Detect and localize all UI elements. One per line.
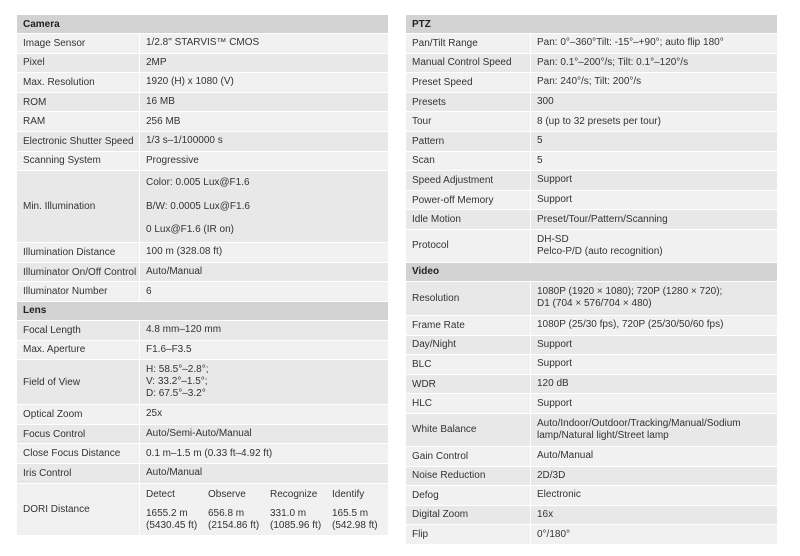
spec-value-line: Support [537, 358, 573, 370]
dori-column-observe [202, 484, 264, 535]
spec-value [139, 425, 388, 444]
spec-value [139, 464, 388, 483]
spec-value-line: Auto/Manual [537, 450, 594, 462]
spec-label: Close Focus Distance [23, 448, 121, 460]
spec-value [139, 152, 388, 171]
spec-label: Min. Illumination [23, 201, 96, 213]
section-header-camera [17, 14, 388, 33]
section-title: Video [412, 266, 440, 278]
spec-value-line: 16 MB [146, 96, 175, 108]
spec-row-close-focus-distance [17, 443, 388, 463]
spec-value-line: lamp/Natural light/Street lamp [537, 429, 669, 441]
spec-value-line: 8 (up to 32 presets per tour) [537, 115, 661, 127]
spec-value-line: D: 67.5°–3.2° [146, 388, 206, 400]
spec-label: Manual Control Speed [412, 57, 512, 69]
spec-value-line: 16x [537, 508, 554, 520]
section-header-lens [17, 301, 388, 320]
spec-value [530, 525, 777, 544]
spec-row-wdr [406, 374, 777, 394]
spec-label: Day/Night [412, 339, 456, 351]
spec-row-focal-length [17, 320, 388, 340]
spec-value [530, 316, 777, 335]
spec-value-line: Auto/Indoor/Outdoor/Tracking/Manual/Sodium [537, 417, 741, 429]
spec-value-line: Electronic [537, 489, 581, 501]
spec-value [530, 171, 777, 190]
spec-value [530, 191, 777, 210]
spec-label: HLC [412, 398, 433, 410]
spec-value-line: Support [537, 194, 573, 206]
spec-value-line: D1 (704 × 576/704 × 480) [537, 298, 652, 310]
spec-label: ROM [23, 96, 47, 108]
spec-value-line: 0°/180° [537, 528, 571, 540]
spec-row-flip [406, 524, 777, 544]
dori-value [332, 508, 388, 532]
spec-label: Digital Zoom [412, 509, 469, 521]
spec-label: DORI Distance [23, 503, 90, 515]
spec-value [530, 375, 777, 394]
spec-value-line: DH-SD [537, 233, 569, 245]
dori-meters: 331.0 m [270, 507, 307, 519]
spec-label: Image Sensor [23, 37, 86, 49]
spec-value-line: 1080P (25/30 fps), 720P (25/30/50/60 fps) [537, 319, 724, 331]
spec-row-digital-zoom [406, 505, 777, 525]
spec-row-dori-distance [17, 483, 388, 535]
spec-value [139, 243, 388, 262]
spec-label: Field of View [23, 376, 81, 388]
spec-row-max-resolution [17, 72, 388, 92]
spec-label: Max. Aperture [23, 344, 86, 356]
spec-value-line: 1/3 s–1/100000 s [146, 135, 223, 147]
spec-value-line: 5 [537, 154, 543, 166]
spec-value [139, 73, 388, 92]
spec-value-line: 300 [537, 96, 554, 108]
spec-value-line: Support [537, 397, 573, 409]
spec-row-pixel [17, 53, 388, 73]
section-header-video [406, 262, 777, 281]
spec-label: Illuminator Number [23, 286, 108, 298]
spec-value [530, 230, 777, 262]
spec-row-frame-rate [406, 315, 777, 335]
spec-row-ram [17, 111, 388, 131]
spec-value [530, 132, 777, 151]
dori-grid [139, 484, 388, 535]
spec-value-line: H: 58.5°–2.8°; [146, 364, 209, 376]
spec-row-speed-adjustment [406, 170, 777, 190]
spec-value [139, 405, 388, 424]
spec-value-line: Support [537, 174, 573, 186]
dori-feet: (2154.86 ft) [208, 519, 260, 531]
spec-label: Frame Rate [412, 319, 465, 331]
dori-heading: Identify [332, 489, 365, 500]
spec-label: Tour [412, 116, 432, 128]
spec-label: Idle Motion [412, 214, 461, 226]
spec-row-max-aperture [17, 340, 388, 360]
spec-value-line: 100 m (328.08 ft) [146, 246, 223, 258]
spec-row-power-off-memory [406, 190, 777, 210]
section-title: PTZ [412, 18, 431, 30]
spec-label: Illuminator On/Off Control [23, 266, 137, 278]
spec-value-line: Auto/Semi-Auto/Manual [146, 428, 252, 440]
spec-label: Focal Length [23, 324, 81, 336]
spec-value-line: V: 33.2°–1.5°; [146, 376, 208, 388]
spec-label: Flip [412, 529, 429, 541]
spec-row-blc [406, 354, 777, 374]
spec-value [530, 394, 777, 413]
spec-value-line: Pelco-P/D (auto recognition) [537, 245, 663, 257]
spec-row-iris-control [17, 463, 388, 483]
spec-value-line: 1/2.8" STARVIS™ CMOS [146, 37, 260, 49]
spec-value-line: Support [537, 338, 573, 350]
spec-row-optical-zoom [17, 404, 388, 424]
spec-value-line: 2D/3D [537, 469, 566, 481]
spec-value-line: 0 Lux@F1.6 (IR on) [146, 224, 234, 236]
spec-value [139, 54, 388, 73]
spec-value [530, 355, 777, 374]
spec-label: Illumination Distance [23, 246, 116, 258]
dori-meters: 165.5 m [332, 507, 369, 519]
dori-column-identify [326, 484, 388, 535]
section-title: Lens [23, 305, 47, 317]
spec-label: Pixel [23, 57, 45, 69]
spec-value [139, 93, 388, 112]
spec-value-line: Pan: 240°/s; Tilt: 200°/s [537, 76, 642, 88]
spec-value [139, 341, 388, 360]
spec-label: White Balance [412, 424, 477, 436]
spec-value-line: 5 [537, 135, 543, 147]
spec-value [530, 447, 777, 466]
spec-row-electronic-shutter-speed [17, 131, 388, 151]
spec-value-line: 0.1 m–1.5 m (0.33 ft–4.92 ft) [146, 447, 273, 459]
dori-feet: (5430.45 ft) [146, 519, 198, 531]
spec-value-line: 2MP [146, 56, 167, 68]
dori-value [146, 508, 202, 532]
spec-value [139, 112, 388, 131]
spec-row-rom [17, 92, 388, 112]
spec-value [139, 34, 388, 53]
section-header-ptz [406, 14, 777, 33]
spec-label: Defog [412, 489, 439, 501]
spec-label: BLC [412, 358, 432, 370]
spec-label: Optical Zoom [23, 408, 83, 420]
spec-value [530, 210, 777, 229]
spec-label: Protocol [412, 240, 449, 252]
spec-value [530, 467, 777, 486]
spec-row-defog [406, 485, 777, 505]
spec-value-line: Color: 0.005 Lux@F1.6 [146, 176, 250, 188]
spec-value [139, 263, 388, 282]
spec-value [530, 73, 777, 92]
spec-row-gain-control [406, 446, 777, 466]
spec-label: WDR [412, 378, 436, 390]
dori-value [270, 508, 326, 532]
spec-label: Noise Reduction [412, 470, 486, 482]
spec-row-pattern [406, 131, 777, 151]
dori-heading: Observe [208, 489, 246, 500]
spec-value-line: 6 [146, 285, 152, 297]
dori-value [208, 508, 264, 532]
left-spec-table [17, 14, 388, 535]
spec-value [530, 282, 777, 315]
spec-row-white-balance [406, 413, 777, 446]
spec-label: Gain Control [412, 450, 469, 462]
spec-label: Pan/Tilt Range [412, 37, 478, 49]
spec-value-line: F1.6–F3.5 [146, 343, 192, 355]
spec-value-line: 1080P (1920 × 1080); 720P (1280 × 720); [537, 286, 723, 298]
spec-row-day-night [406, 335, 777, 355]
spec-label: Resolution [412, 292, 460, 304]
dori-column-recognize [264, 484, 326, 535]
spec-row-image-sensor [17, 33, 388, 53]
spec-row-idle-motion [406, 209, 777, 229]
right-spec-table [406, 14, 777, 544]
spec-value-line: 1920 (H) x 1080 (V) [146, 76, 234, 88]
spec-value [139, 132, 388, 151]
section-title: Camera [23, 18, 60, 30]
spec-label: Power-off Memory [412, 194, 494, 206]
spec-value-line: Preset/Tour/Pattern/Scanning [537, 213, 668, 225]
spec-value [139, 282, 388, 301]
spec-row-illuminator-on-off-control [17, 262, 388, 282]
spec-row-noise-reduction [406, 466, 777, 486]
spec-value [139, 321, 388, 340]
spec-label: Preset Speed [412, 76, 473, 88]
spec-row-scanning-system [17, 151, 388, 171]
spec-label: Pattern [412, 135, 445, 147]
spec-row-resolution [406, 281, 777, 315]
spec-row-illumination-distance [17, 242, 388, 262]
spec-row-field-of-view [17, 359, 388, 404]
spec-value [530, 486, 777, 505]
spec-label: Electronic Shutter Speed [23, 135, 134, 147]
spec-label: Max. Resolution [23, 76, 95, 88]
spec-value [530, 506, 777, 525]
dori-heading: Detect [146, 489, 175, 500]
spec-value-line: Pan: 0.1°–200°/s; Tilt: 0.1°–120°/s [537, 56, 689, 68]
dori-feet: (1085.96 ft) [270, 519, 322, 531]
spec-label: Focus Control [23, 428, 86, 440]
spec-label: Scanning System [23, 155, 101, 167]
spec-value [530, 152, 777, 171]
spec-row-focus-control [17, 424, 388, 444]
spec-row-preset-speed [406, 72, 777, 92]
spec-label: RAM [23, 116, 46, 128]
spec-value-line: 256 MB [146, 115, 181, 127]
spec-value [530, 34, 777, 53]
spec-value-line: 25x [146, 408, 163, 420]
dori-meters: 1655.2 m [146, 507, 188, 519]
spec-row-manual-control-speed [406, 53, 777, 73]
spec-row-protocol [406, 229, 777, 262]
spec-label: Presets [412, 96, 446, 108]
spec-value [139, 444, 388, 463]
spec-label: Scan [412, 155, 435, 167]
spec-label: Iris Control [23, 467, 72, 479]
spec-row-pan-tilt-range [406, 33, 777, 53]
dori-feet: (542.98 ft) [332, 519, 378, 531]
spec-value [530, 93, 777, 112]
spec-value [530, 336, 777, 355]
spec-value [530, 414, 777, 446]
spec-value-line: Auto/Manual [146, 467, 203, 479]
spec-value-line: Auto/Manual [146, 266, 203, 278]
spec-value [139, 171, 388, 242]
dori-heading: Recognize [270, 489, 318, 500]
spec-row-tour [406, 111, 777, 131]
spec-value-line: 4.8 mm–120 mm [146, 324, 222, 336]
spec-value [530, 54, 777, 73]
spec-row-min-illumination [17, 170, 388, 242]
spec-row-presets [406, 92, 777, 112]
spec-value-line: 120 dB [537, 378, 569, 390]
spec-value-line: B/W: 0.0005 Lux@F1.6 [146, 200, 250, 212]
spec-value [139, 360, 388, 404]
spec-value-line: Progressive [146, 154, 199, 166]
spec-row-hlc [406, 393, 777, 413]
dori-column-detect [140, 484, 202, 535]
dori-meters: 656.8 m [208, 507, 245, 519]
spec-row-illuminator-number [17, 281, 388, 301]
spec-row-scan [406, 151, 777, 171]
spec-label: Speed Adjustment [412, 174, 494, 186]
spec-value [530, 112, 777, 131]
spec-value-line: Pan: 0°–360°Tilt: -15°–+90°; auto flip 180° [537, 37, 724, 49]
